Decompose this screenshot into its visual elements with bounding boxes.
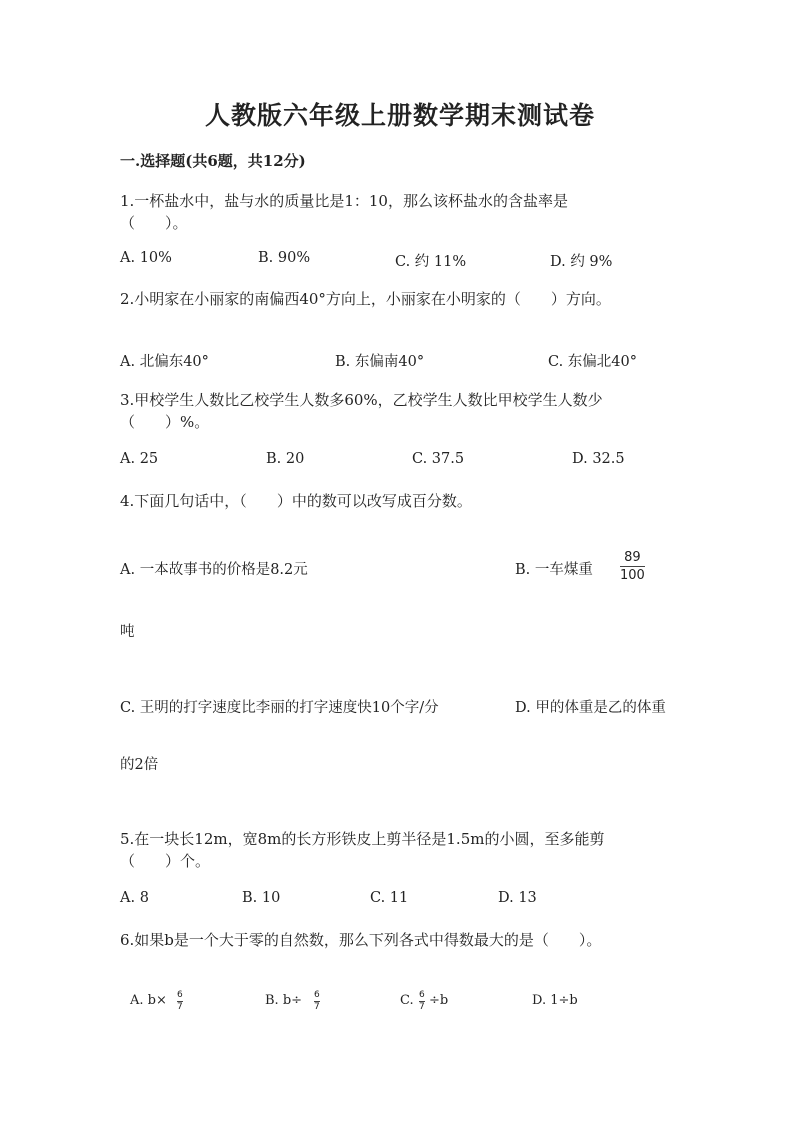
fraction-denominator: 7 [177,1002,183,1012]
fraction-denominator: 100 [620,568,645,583]
q2-option-c: C. 东偏北40° [548,354,637,370]
q4-option-b-fraction [620,551,645,582]
q3-option-a: A. 25 [120,451,159,467]
q6-option-b: B. b÷ [265,993,303,1008]
q1-stem-line1: 1.一杯盐水中，盐与水的质量比是1：10，那么该杯盐水的含盐率是 [120,192,568,210]
q3-stem-line2: （ ）%。 [120,413,210,431]
fraction-numerator: 6 [314,990,320,1000]
q5-stem-line2: （ ）个。 [120,852,211,870]
q5-option-a: A. 8 [120,890,149,906]
q6-option-a-fraction [177,991,183,1012]
q6-option-c-divisor: ÷b [429,993,449,1008]
q4-option-d: D. 甲的体重是乙的体重 [515,700,666,716]
q4-option-b: B. 一车煤重 [515,562,593,578]
q4-option-a: A. 一本故事书的价格是8.2元 [120,562,308,578]
q3-option-d: D. 32.5 [572,451,625,467]
fraction-denominator: 7 [314,1002,320,1012]
page-title: 人教版六年级上册数学期末测试卷 [204,101,595,130]
fraction-bar [620,566,645,567]
q1-option-d: D. 约 9% [550,254,613,270]
q3-stem-line1: 3.甲校学生人数比乙校学生人数多60%，乙校学生人数比甲校学生人数少 [120,391,603,409]
q6-option-c: C. [400,993,414,1008]
fraction-numerator: 89 [624,550,641,565]
q4-option-d-continued: 的2倍 [120,757,159,773]
q2-stem: 2.小明家在小丽家的南偏西40°方向上，小丽家在小明家的（ ）方向。 [120,290,611,308]
q6-option-c-fraction [419,991,425,1012]
fraction-numerator: 6 [177,990,183,1000]
q2-option-b: B. 东偏南40° [335,354,425,370]
fraction-denominator: 7 [419,1002,425,1012]
q5-option-d: D. 13 [498,890,537,906]
q3-option-c: C. 37.5 [412,451,465,467]
q5-option-c: C. 11 [370,890,409,906]
q1-option-b: B. 90% [258,250,311,266]
q2-option-a: A. 北偏东40° [120,354,209,370]
q4-stem: 4.下面几句话中，（ ）中的数可以改写成百分数。 [120,492,472,510]
q6-option-a: A. b× [130,993,167,1008]
section-heading: 一.选择题(共6题，共12分) [120,152,306,170]
q6-option-b-fraction [314,991,320,1012]
q1-option-c: C. 约 11% [395,254,467,270]
q3-option-b: B. 20 [266,451,305,467]
q5-option-b: B. 10 [242,890,281,906]
q5-stem-line1: 5.在一块长12m，宽8m的长方形铁皮上剪半径是1.5m的小圆，至多能剪 [120,830,605,848]
q6-stem: 6.如果b是一个大于零的自然数，那么下列各式中得数最大的是（ ）。 [120,931,602,949]
q4-option-b-unit: 吨 [120,624,135,640]
q4-option-c: C. 王明的打字速度比李丽的打字速度快10个字/分 [120,700,439,716]
fraction-numerator: 6 [419,990,425,1000]
q6-option-d: D. 1÷b [532,993,578,1008]
q1-stem-line2: （ ）。 [120,214,188,232]
q1-option-a: A. 10% [120,250,172,266]
